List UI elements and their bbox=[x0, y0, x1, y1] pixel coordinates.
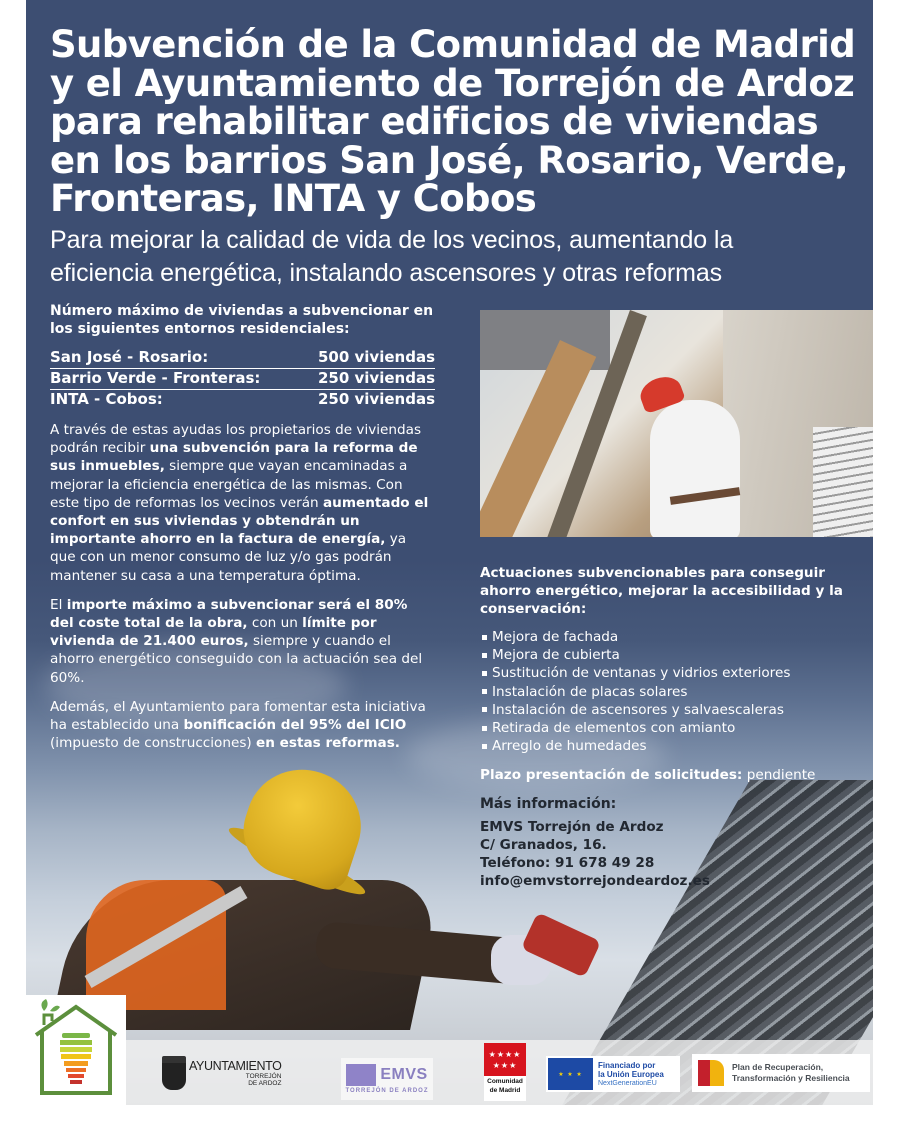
quota-count: 250 viviendas bbox=[317, 369, 435, 387]
photo-shutter bbox=[813, 427, 873, 537]
poster-panel bbox=[26, 0, 873, 1105]
logo-text: NextGenerationEU bbox=[598, 1079, 657, 1087]
emvs-logo-row bbox=[346, 1064, 427, 1086]
subtitle-line: Para mejorar la calidad de vida de los vecinos, aumentando la bbox=[50, 226, 734, 254]
quota-area: Barrio Verde - Fronteras: bbox=[50, 369, 261, 387]
quota-table bbox=[50, 348, 435, 410]
quota-count: 500 viviendas bbox=[317, 348, 435, 366]
emvs-logo bbox=[341, 1058, 433, 1100]
list-item bbox=[480, 628, 870, 646]
contact-address: C/ Granados, 16. bbox=[480, 837, 607, 854]
subtitle-line: eficiencia energética, instalando ascensores y otras reformas bbox=[50, 259, 723, 287]
eu-logo-text bbox=[598, 1061, 664, 1088]
quota-area: San José - Rosario: bbox=[50, 348, 209, 366]
quota-row bbox=[50, 390, 435, 410]
list-item bbox=[480, 646, 870, 664]
list-item bbox=[480, 664, 870, 682]
ayuntamiento-logo-text bbox=[189, 1059, 281, 1087]
list-item bbox=[480, 719, 870, 737]
contact-phone: Teléfono: 91 678 49 28 bbox=[480, 855, 655, 872]
bullet-square-icon bbox=[482, 689, 487, 694]
hardhat-icon bbox=[232, 755, 375, 895]
list-item bbox=[480, 683, 870, 701]
text-emphasis: bonificación del 95% del ICIO bbox=[183, 717, 407, 734]
poster-title bbox=[50, 23, 870, 220]
logo-text: de Madrid bbox=[489, 1087, 521, 1094]
contact-block bbox=[480, 794, 870, 890]
deadline bbox=[480, 766, 870, 784]
list-item-text: Mejora de fachada bbox=[492, 629, 619, 645]
quota-heading: Número máximo de viviendas a subvencionar en los siguientes entornos residenciales: bbox=[50, 303, 434, 337]
contact-org: EMVS Torrejón de Ardoz bbox=[480, 819, 664, 836]
logo-text: TORREJÓN DE ARDOZ bbox=[345, 1088, 429, 1094]
logo-text: EMVS bbox=[380, 1066, 428, 1083]
right-column bbox=[480, 564, 870, 890]
text-run: Además, el Ayuntamiento para fomentar esta iniciativa ha establecido una bbox=[50, 698, 426, 734]
title-line: Subvención de la Comunidad de Madrid bbox=[50, 23, 856, 66]
recovery-plan-logo bbox=[692, 1054, 870, 1092]
bullet-square-icon bbox=[482, 635, 487, 640]
logo-text: DE ARDOZ bbox=[248, 1080, 282, 1087]
title-line: y el Ayuntamiento de Torrejón de Ardoz bbox=[50, 61, 855, 105]
list-item-text: Mejora de cubierta bbox=[492, 647, 620, 664]
comunidad-madrid-logo bbox=[484, 1043, 526, 1101]
quota-row bbox=[50, 369, 435, 390]
bullet-square-icon bbox=[482, 707, 487, 712]
energy-house-logo bbox=[26, 995, 126, 1105]
coat-of-arms-icon bbox=[162, 1056, 186, 1090]
emvs-mark-icon bbox=[346, 1064, 376, 1086]
eu-funding-logo bbox=[546, 1056, 680, 1092]
logo-text: Comunidad bbox=[487, 1078, 523, 1085]
logo-text: Transformación y Resiliencia bbox=[732, 1073, 850, 1083]
list-item bbox=[480, 737, 870, 755]
prtr-logo-text bbox=[732, 1062, 850, 1084]
text-run: ya que con un menor consumo de luz y/o gas podrán mantener su casa a una temperatura óptima. bbox=[50, 531, 407, 584]
bullet-square-icon bbox=[482, 726, 487, 731]
text-run: (impuesto de construcciones) bbox=[50, 735, 257, 752]
amount-description bbox=[50, 596, 435, 687]
list-item-text: Instalación de placas solares bbox=[492, 683, 688, 700]
bullet-square-icon bbox=[482, 653, 487, 658]
actions-list bbox=[480, 628, 870, 755]
quota-count: 250 viviendas bbox=[317, 390, 435, 408]
contact-heading: Más información: bbox=[480, 796, 617, 813]
logo-text: AYUNTAMIENTO bbox=[189, 1059, 282, 1073]
list-item-text: Instalación de ascensores y salvaescaleras bbox=[492, 701, 784, 718]
house-bulb-icon bbox=[26, 995, 126, 1105]
text-emphasis: importe máximo a subvencionar será el 80% del coste total de la obra, bbox=[50, 596, 408, 632]
text-run: con un bbox=[247, 615, 303, 632]
logo-text: TORREJÓN bbox=[245, 1073, 282, 1080]
grant-description bbox=[50, 421, 435, 585]
deadline-value: pendiente bbox=[742, 767, 816, 784]
title-line: para rehabilitar edificios de viviendas bbox=[50, 100, 819, 143]
text-run: El bbox=[50, 596, 67, 613]
list-item-text: Retirada de elementos con amianto bbox=[492, 720, 736, 737]
icio-description bbox=[50, 698, 435, 753]
logo-text: Plan de Recuperación, bbox=[732, 1062, 824, 1072]
eu-flag-icon: ★ ★ ★ bbox=[548, 1058, 593, 1090]
madrid-flag-icon: ★★★★ ★★★ bbox=[484, 1043, 526, 1076]
logo-text: Financiado por bbox=[598, 1060, 656, 1070]
bullet-square-icon bbox=[482, 671, 487, 676]
actions-heading: Actuaciones subvencionables para conseguir ahorro energético, mejorar la accesibilidad y la conservación: bbox=[480, 565, 843, 617]
title-line: en los barrios San José, Rosario, Verde, bbox=[50, 138, 849, 182]
text-emphasis: aumentado el confort en sus viviendas y obtendrán un importante ahorro en la factura de energía, bbox=[50, 494, 429, 548]
ayuntamiento-logo bbox=[162, 1056, 281, 1090]
photo-worker bbox=[650, 400, 740, 537]
tr-mark-icon bbox=[696, 1058, 726, 1088]
text-run: siempre que vayan encaminadas a mejorar la eficiencia energética de las mismas. Con este tipo de reformas los vecinos verán bbox=[50, 458, 408, 511]
logo-text: la Unión Europea bbox=[598, 1069, 664, 1079]
title-line: Fronteras, INTA y Cobos bbox=[50, 177, 537, 220]
list-item bbox=[480, 701, 870, 719]
poster-subtitle bbox=[50, 224, 873, 290]
quota-area: INTA - Cobos: bbox=[50, 390, 163, 408]
text-run: siempre y cuando el ahorro energético conseguido con la actuación sea del 60%. bbox=[50, 633, 423, 686]
text-emphasis: en estas reformas. bbox=[256, 735, 400, 752]
deadline-label: Plazo presentación de solicitudes: bbox=[480, 767, 743, 784]
quota-row bbox=[50, 348, 435, 369]
facade-worker-photo bbox=[480, 310, 873, 537]
list-item-text: Sustitución de ventanas y vidrios exteriores bbox=[492, 665, 791, 682]
text-emphasis: una subvención para la reforma de sus inmuebles, bbox=[50, 440, 418, 475]
contact-email[interactable]: info@emvstorrejondeardoz.es bbox=[480, 873, 710, 890]
text-run: A través de estas ayudas los propietarios de viviendas podrán recibir bbox=[50, 422, 422, 457]
left-column bbox=[50, 302, 435, 752]
list-item-text: Arreglo de humedades bbox=[492, 738, 647, 755]
bullet-square-icon bbox=[482, 744, 487, 749]
text-emphasis: límite por vivienda de 21.400 euros, bbox=[50, 615, 377, 650]
